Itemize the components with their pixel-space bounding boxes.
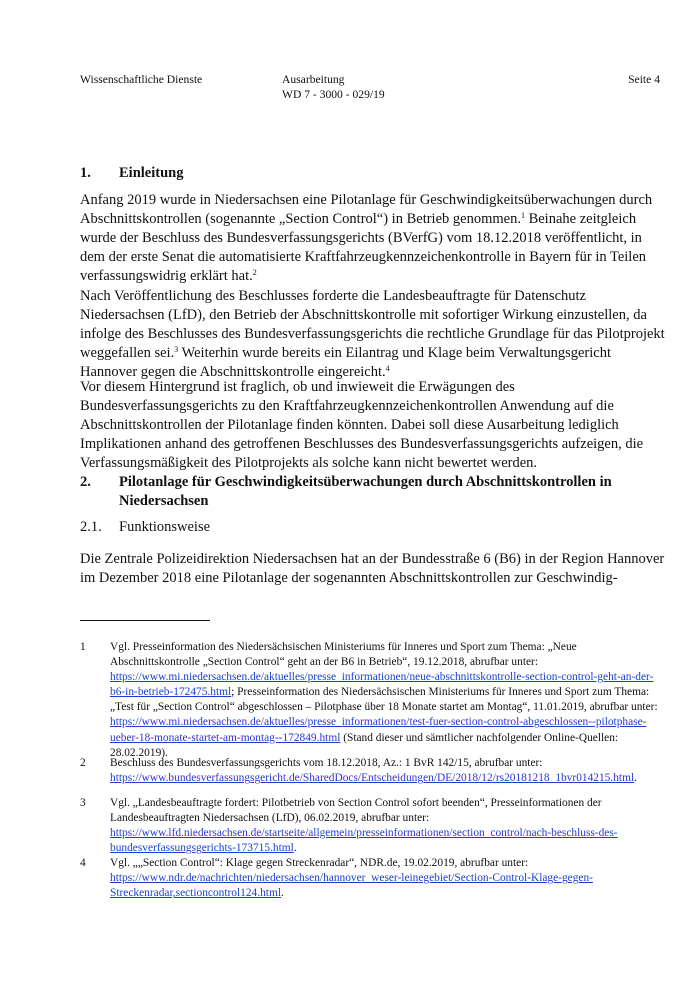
paragraph-intro-1: Anfang 2019 wurde in Niedersachsen eine Pilotanlage für Geschwindigkeitsüberwachungen durch Abschnittskontrollen (sogenannte „Section Control“) in Betrieb genommen.$^1$ Beinahe zeitgleich wurde der Beschluss des Bundesverfassungsgerichts (BVerfG) vom 18.12.2018 veröffentlicht, in dem der erste Senat die automatisierte Kraftfahrzeugkennzeichenkontrolle in Bayern für in Teilen verfassungswidrig erklärt hat.$^2$ xyxy=(80,192,653,285)
header-page-number: Seite 4 xyxy=(628,73,660,86)
footnote-ref-4[interactable]: 4 xyxy=(385,364,390,374)
footnote-2-text: Beschluss des Bundesverfassungsgerichts vom 18.12.2018, Az.: 1 BvR 142/15, abrufbar unter: https://www.bundesverfassungsgericht.de/SharedDocs/Entscheidungen/DE/2018/12/rs20181218_1bvr014215.html. xyxy=(110,757,637,785)
section-1-heading xyxy=(80,164,662,183)
footnote-2 xyxy=(80,756,665,786)
footnote-3-number: 3 xyxy=(80,797,86,809)
paragraph-intro-2: Nach Veröffentlichung des Beschlusses forderte die Landesbeauftragte für Datenschutz Niedersachsen (LfD), den Betrieb der Abschnittskontrolle mit sofortiger Wirkung einzustellen, da infolge des Beschlusses des Bundesverfassungsgerichts die rechtliche Grundlage für das Pilotprojekt weggefallen sei.$^3$ Weiterhin wurde bereits ein Eilantrag und Klage beim Verwaltungsgericht Hannover gegen die Abschnittskontrolle eingereicht.$^4$ xyxy=(80,288,665,381)
section-1-number: 1. xyxy=(80,165,91,181)
header-doc-type: Ausarbeitung xyxy=(282,73,345,86)
footnote-4-number: 4 xyxy=(80,857,86,869)
section-2-heading xyxy=(80,473,662,511)
paragraph-functionality-1: Die Zentrale Polizeidirektion Niedersachsen hat an der Bundesstraße 6 (B6) in der Region Hannover im Dezember 2018 eine Pilotanlage der sogenannten Abschnittskontrollen zur Geschwindig- xyxy=(80,551,665,587)
footnote-3-text: Vgl. „Landesbeauftragte fordert: Pilotbetrieb von Section Control sofort beenden“, Presseinformationen der Landesbeauftragten Niedersachsen (LfD), 06.02.2019, abrufbar unter: https://www.lfd.niedersachsen.de/startseite/allgemein/presseinformationen/section_control/nach-beschluss-des-bundesverfassungsgerichts-173715.html. xyxy=(110,797,618,855)
footnote-1-link-1[interactable]: https://www.mi.niedersachsen.de/aktuelles/presse_informationen/neue-abschnittskontrolle-section-control-geht-an-der-b6-in-betrieb-172475.html xyxy=(110,671,654,699)
footnote-4-text: Vgl. „„Section Control“: Klage gegen Streckenradar“, NDR.de, 19.02.2019, abrufbar unter: https://www.ndr.de/nachrichten/niedersachsen/hannover_weser-leinegebiet/Section-Control-Klage-gegen-Streckenradar,sectioncontrol124.html. xyxy=(110,857,593,900)
footnote-ref-2[interactable]: 2 xyxy=(252,268,257,278)
footnote-ref-1[interactable]: 1 xyxy=(520,211,525,221)
footnote-ref-3[interactable]: 3 xyxy=(174,345,179,355)
footnote-3-link[interactable]: https://www.lfd.niedersachsen.de/startseite/allgemein/presseinformationen/section_control/nach-beschluss-des-bundesverfassungsgerichts-173715.html xyxy=(110,827,618,855)
footnote-4 xyxy=(80,856,665,901)
section-2-number: 2. xyxy=(80,474,91,490)
subsection-2-1-title: Funktionsweise xyxy=(119,519,211,535)
footnote-1-text: Vgl. Presseinformation des Niedersächsischen Ministeriums für Inneres und Sport zum Thema: „Neue Abschnittskontrolle „Section Control“ geht an der B6 in Betrieb“, 19.12.2018, abrufbar unter: https://www.mi.niedersachsen.de/aktuelles/presse_informationen/neue-abschnittskontrolle-section-control-geht-an-der-b6-in-betrieb-172475.html; Presseinformation des Niedersächsischen Ministeriums für Inneres und Sport zum Thema: „Test für „Section Control“ abgeschlossen – Pilotphase über 18 Monate startet am Montag“, 11.01.2019, abrufbar unter: https://www.mi.niedersachsen.de/aktuelles/presse_informationen/test-fuer-section-control-abgeschlossen--pilotphase-ueber-18-monate-startet-am-montag--172849.html (Stand dieser und sämtlicher nachfolgender Online-Quellen: 28.02.2019). xyxy=(110,641,658,759)
footnote-2-number: 2 xyxy=(80,757,86,769)
footnote-1-number: 1 xyxy=(80,641,86,653)
footnote-3 xyxy=(80,796,665,856)
footnote-4-link[interactable]: https://www.ndr.de/nachrichten/niedersachsen/hannover_weser-leinegebiet/Section-Control-Klage-gegen-Streckenradar,sectioncontrol124.html xyxy=(110,872,593,900)
subsection-2-1-heading xyxy=(80,518,662,537)
footnote-2-link[interactable]: https://www.bundesverfassungsgericht.de/SharedDocs/Entscheidungen/DE/2018/12/rs20181218_1bvr014215.html xyxy=(110,772,635,785)
section-2-title: Pilotanlage für Geschwindigkeitsüberwachungen durch Abschnittskontrollen in Niedersachsen xyxy=(119,474,612,509)
footnote-1 xyxy=(80,640,665,761)
footnote-1-link-2[interactable]: https://www.mi.niedersachsen.de/aktuelles/presse_informationen/test-fuer-section-control-abgeschlossen--pilotphase-ueber-18-monate-startet-am-montag--172849.html xyxy=(110,716,647,744)
header-document-info xyxy=(282,72,385,102)
subsection-2-1-number: 2.1. xyxy=(80,519,102,535)
paragraph-intro-3: Vor diesem Hintergrund ist fraglich, ob und inwieweit die Erwägungen des Bundesverfassungsgerichts zu den Kraftfahrzeugkennzeichenkontrollen Anwendung auf die Abschnittskontrollen der Pilotanlage finden könnten. Dabei soll diese Ausarbeitung lediglich Implikationen anhand des getroffenen Beschlusses des Bundesverfassungsgerichts aufzeigen, die Verfassungsmäßigkeit des Pilotprojekts als solche kann nicht bewertet werden. xyxy=(80,379,644,472)
header-institution: Wissenschaftliche Dienste xyxy=(80,73,203,86)
header-doc-id: WD 7 - 3000 - 029/19 xyxy=(282,88,385,101)
section-1-title: Einleitung xyxy=(119,165,184,181)
footnote-separator xyxy=(80,620,210,621)
